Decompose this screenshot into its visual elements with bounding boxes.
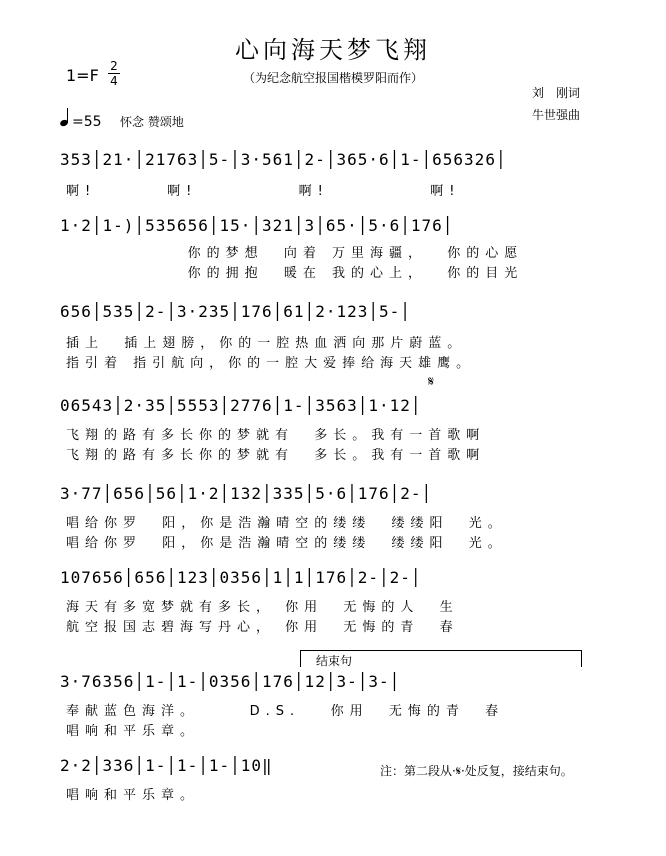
notation-line-1: 353│21·│21763│5-│3·561│2-│365·6│1-│656326│ bbox=[60, 150, 507, 169]
tempo-marking bbox=[60, 110, 184, 130]
notation-line-7: 3·76356│1-│1-│0356│176│12│3-│3-│ bbox=[60, 672, 401, 691]
time-signature-numerator: 2 bbox=[110, 59, 118, 73]
lyric-line-2a: 你的梦想 向着 万里海疆， 你的心愿 bbox=[66, 246, 524, 261]
notation-line-4: 06543│2·35│5553│2776│1-│3563│1·12│ bbox=[60, 396, 422, 415]
lyric-line-3b: 指引着 指引航向，你的一腔大爱捧给海天雄鹰。 bbox=[66, 356, 476, 371]
repeat-footnote: 注：第二段从·𝄋·处反复，接结束句。 bbox=[380, 764, 573, 778]
segno-icon: 𝄋 bbox=[428, 374, 435, 390]
time-signature-denominator: 4 bbox=[110, 74, 118, 88]
lyric-line-8a: 唱响和平乐章。 bbox=[66, 788, 200, 803]
lyric-line-1a: 啊! 啊! 啊! 啊! bbox=[66, 184, 461, 199]
composer-credit: 牛世强曲 bbox=[531, 108, 580, 122]
expression-text: 怀念 赞颂地 bbox=[120, 115, 184, 129]
notation-line-3: 656│535│2-│3·235│176│61│2·123│5-│ bbox=[60, 302, 411, 321]
key-signature: 1=F bbox=[66, 66, 99, 85]
notation-line-8: 2·2│336│1-│1-│1-│10‖ bbox=[60, 756, 273, 775]
notation-line-6: 107656│656│123│0356│1│1│176│2-│2-│ bbox=[60, 568, 422, 587]
lyric-line-4a: 飞翔的路有多长你的梦就有 多长。我有一首歌啊 bbox=[66, 428, 486, 443]
lyric-line-3a: 插上 插上翅膀，你的一腔热血洒向那片蔚蓝。 bbox=[66, 336, 467, 351]
lyric-line-4b: 飞翔的路有多长你的梦就有 多长。我有一首歌啊 bbox=[66, 448, 486, 463]
lyricist-credit: 刘 刚词 bbox=[531, 86, 580, 100]
lyric-line-2b: 你的拥抱 暖在 我的心上， 你的目光 bbox=[66, 266, 524, 281]
lyric-line-7b: 唱响和平乐章。 bbox=[66, 724, 200, 739]
lyric-line-6b: 航空报国志碧海写丹心， 你用 无悔的青 春 bbox=[66, 620, 459, 635]
tempo-value: =55 bbox=[72, 114, 102, 130]
song-title: 心向海天梦飞翔 bbox=[235, 36, 431, 64]
notation-line-2: 1·2│1-)│535656│15·│321│3│65·│5·6│176│ bbox=[60, 216, 454, 235]
lyric-line-7a: 奉献蓝色海洋。 D.S. 你用 无悔的青 春 bbox=[66, 704, 505, 719]
lyric-line-5a: 唱给你罗 阳，你是浩瀚晴空的缕缕 缕缕阳 光。 bbox=[66, 516, 507, 531]
lyric-line-5b: 唱给你罗 阳，你是浩瀚晴空的缕缕 缕缕阳 光。 bbox=[66, 536, 507, 551]
quarter-note-icon bbox=[60, 110, 70, 126]
ending-label: 结束句 bbox=[316, 654, 353, 668]
time-signature bbox=[108, 60, 120, 87]
notation-line-5: 3·77│656│56│1·2│132│335│5·6│176│2-│ bbox=[60, 484, 433, 503]
song-subtitle: （为纪念航空报国楷模罗阳而作） bbox=[242, 71, 423, 85]
lyric-line-6a: 海天有多宽梦就有多长， 你用 无悔的人 生 bbox=[66, 600, 459, 615]
